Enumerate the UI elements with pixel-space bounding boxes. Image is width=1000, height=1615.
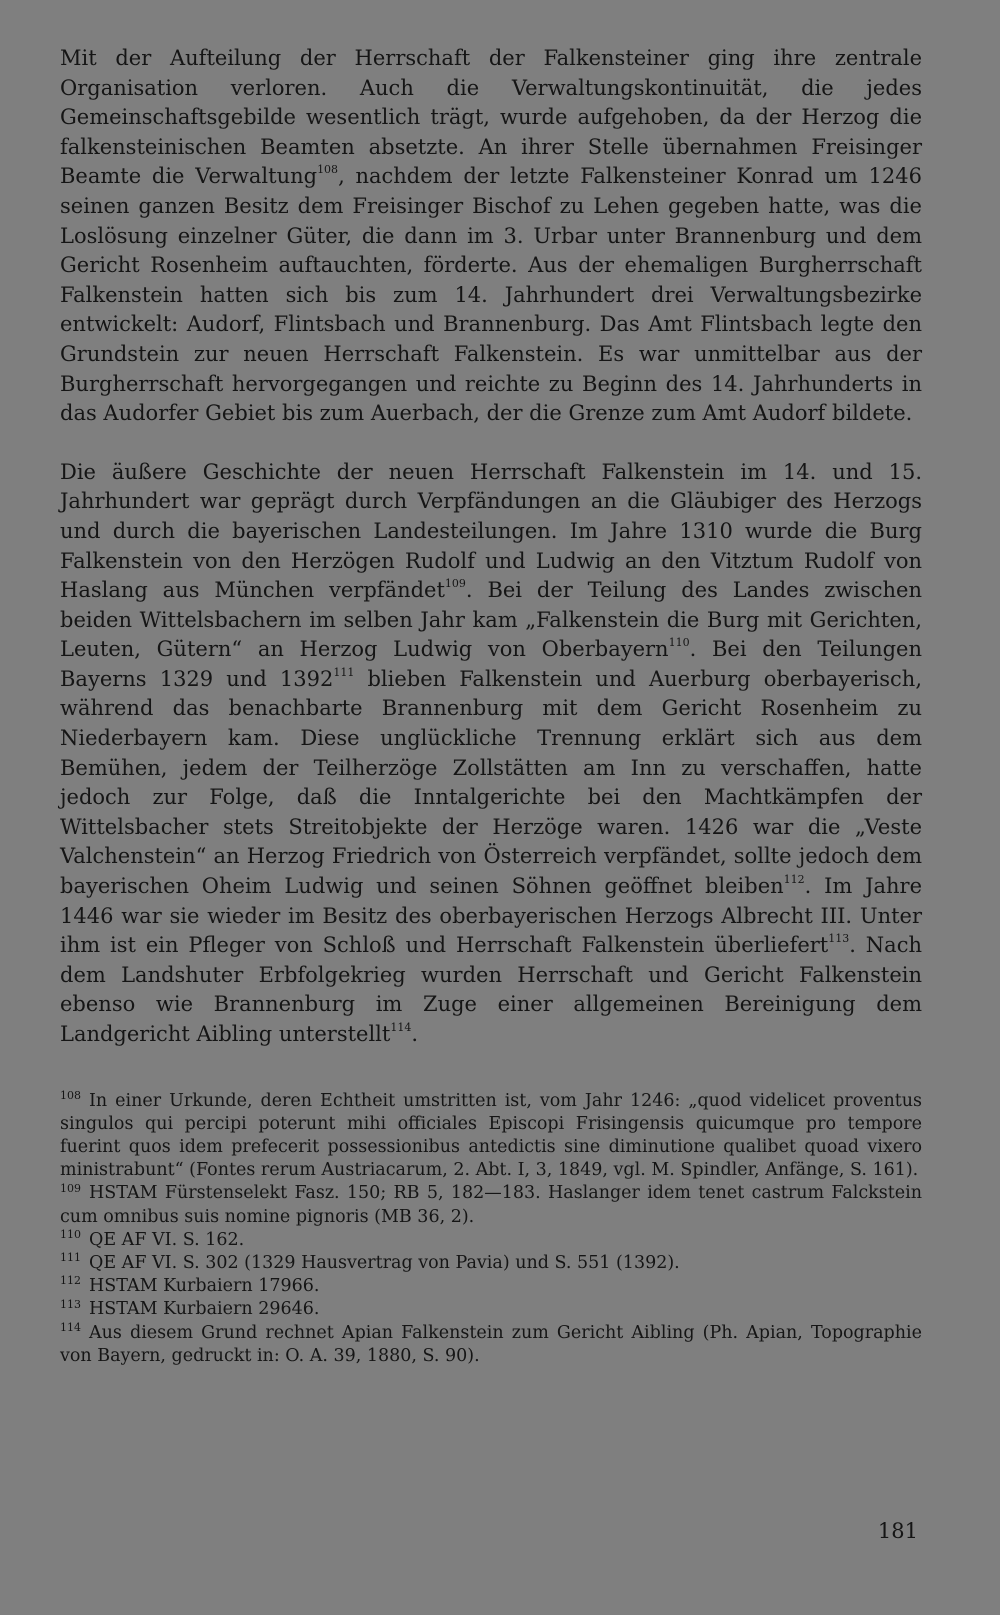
paragraph-2-text-4: blieben Falkenstein und Auerburg oberbayerisch, während das benachbarte Brannenburg mit dem Gericht Rosenheim zu Niederbayern kam. Diese unglückliche Trennung erklärt sich aus dem Bemühen, jedem der Teilherzöge Zollstätten am Inn zu verschaffen, hatte jedoch zur Folge, daß die Inntalgerichte bei den Machtkämpfen der Wittelsbacher stets Streitobjekte der Herzöge waren. 1426 war die „Veste Valchenstein“ an Herzog Friedrich von Österreich verpfändet, sollte jedoch dem bayerischen Oheim Ludwig und seinen Söhnen geöffnet bleiben bbox=[60, 666, 922, 899]
paragraph-1-text-1: Mit der Aufteilung der Herrschaft der Falkensteiner ging ihre zentrale Organisation verloren. Auch die Verwaltungskontinuität, die jedes Gemeinschaftsgebilde wesentlich trägt, wurde aufgehoben, da der Herzog die falkensteinischen Beamten absetzte. An ihrer Stelle übernahmen Freisinger Beamte die Verwaltung bbox=[60, 46, 922, 189]
footnote-number: 113 bbox=[60, 1297, 81, 1311]
footnote-ref-113: 113 bbox=[828, 932, 850, 946]
page-number: 181 bbox=[877, 1519, 918, 1543]
footnote-number: 112 bbox=[60, 1274, 81, 1288]
footnote-112 bbox=[60, 1275, 922, 1298]
footnote-ref-108: 108 bbox=[317, 163, 339, 177]
paragraph-2 bbox=[60, 458, 922, 1050]
paragraph-2-text-5: . Im Jahre 1446 war sie wieder im Besitz des oberbayerischen Herzogs Albrecht III. Unter ihm ist ein Pfleger von Schloß und Herrschaft Falkenstein überliefert bbox=[60, 874, 922, 958]
footnote-ref-109: 109 bbox=[444, 577, 466, 591]
paragraph-2-text-7: . bbox=[411, 1022, 419, 1046]
book-page bbox=[60, 44, 922, 1574]
footnote-text: HSTAM Kurbaiern 29646. bbox=[89, 1299, 320, 1320]
footnote-text: Aus diesem Grund rechnet Apian Falkenstein zum Gericht Aibling (Ph. Apian, Topographie von Bayern, gedruckt in: O. A. 39, 1880, S. 90). bbox=[60, 1322, 922, 1366]
paragraph-2-text-3: . Bei den Teilungen Bayerns 1329 und 1392 bbox=[60, 637, 923, 691]
paragraph-2-text-2: . Bei der Teilung des Landes zwischen beiden Wittelsbachern im selben Jahr kam „Falkenstein die Burg mit Gerichten, Leuten, Gütern“ an Herzog Ludwig von Oberbayern bbox=[60, 578, 922, 662]
footnote-text: HSTAM Fürstenselekt Fasz. 150; RB 5, 182—183. Haslanger idem tenet castrum Falckstein cum omnibus suis nomine pignoris (MB 36, 2). bbox=[60, 1183, 922, 1227]
paragraph-2-text-6: . Nach dem Landshuter Erbfolgekrieg wurden Herrschaft und Gericht Falkenstein ebenso wie Brannenburg im Zuge einer allgemeinen Bereinigung dem Landgericht Aibling unterstellt bbox=[60, 933, 922, 1046]
footnotes bbox=[60, 1090, 922, 1368]
paragraph-2-text-1: Die äußere Geschichte der neuen Herrschaft Falkenstein im 14. und 15. Jahrhundert war geprägt durch Verpfändungen an die Gläubiger des Herzogs und durch die bayerischen Landesteilungen. Im Jahre 1310 wurde die Burg Falkenstein von den Herzögen Rudolf und Ludwig an den Vitztum Rudolf von Haslang aus München verpfändet bbox=[60, 459, 922, 603]
paragraph-1-text-2: , nachdem der letzte Falkensteiner Konrad um 1246 seinen ganzen Besitz dem Freisinger Bischof zu Lehen gegeben hatte, was die Loslösung einzelner Güter, die dann im 3. Urbar unter Brannenburg und dem Gericht Rosenheim auftauchten, förderte. Aus der ehemaligen Burgherrschaft Falkenstein hatten sich bis zum 14. Jahrhundert drei Verwaltungsbezirke entwickelt: Audorf, Flintsbach und Brannenburg. Das Amt Flintsbach legte den Grundstein zur neuen Herrschaft Falkenstein. Es war unmittelbar aus der Burgherrschaft hervorgegangen und reichte zu Beginn des 14. Jahrhunderts in das Audorfer Gebiet bis zum Auerbach, der die Grenze zum Amt Audorf bildete. bbox=[60, 164, 922, 426]
footnote-text: HSTAM Kurbaiern 17966. bbox=[89, 1276, 320, 1297]
paragraph-1 bbox=[60, 44, 922, 429]
footnote-number: 109 bbox=[60, 1181, 81, 1195]
footnote-number: 114 bbox=[60, 1320, 81, 1334]
footnote-108 bbox=[60, 1090, 922, 1183]
main-text bbox=[60, 44, 922, 1050]
footnote-ref-114: 114 bbox=[390, 1021, 412, 1034]
footnote-ref-112: 112 bbox=[783, 873, 805, 887]
footnote-111 bbox=[60, 1252, 922, 1275]
footnote-ref-110: 110 bbox=[668, 636, 690, 650]
footnote-109 bbox=[60, 1182, 922, 1228]
footnote-number: 108 bbox=[60, 1088, 81, 1102]
footnote-text: In einer Urkunde, deren Echtheit umstritten ist, vom Jahr 1246: „quod videlicet proventus singulos qui percipi poterunt mihi officiales Episcopi Frisingensis quicumque pro tempore fuerint quos idem prefecerit possessionibus antedictis sine diminutione qualibet quoad vixero ministrabunt“ (Fontes rerum Austriacarum, 2. Abt. I, 3, 1849, vgl. M. Spindler, Anfänge, S. 161). bbox=[60, 1090, 922, 1181]
footnote-number: 110 bbox=[60, 1227, 81, 1241]
footnote-number: 111 bbox=[60, 1251, 81, 1265]
footnote-113 bbox=[60, 1298, 922, 1321]
footnote-text: QE AF VI. S. 302 (1329 Hausvertrag von Pavia) und S. 551 (1392). bbox=[89, 1253, 680, 1274]
footnote-110 bbox=[60, 1229, 922, 1252]
footnote-114 bbox=[60, 1322, 922, 1368]
footnote-ref-111: 111 bbox=[333, 665, 355, 679]
footnote-text: QE AF VI. S. 162. bbox=[89, 1229, 245, 1250]
